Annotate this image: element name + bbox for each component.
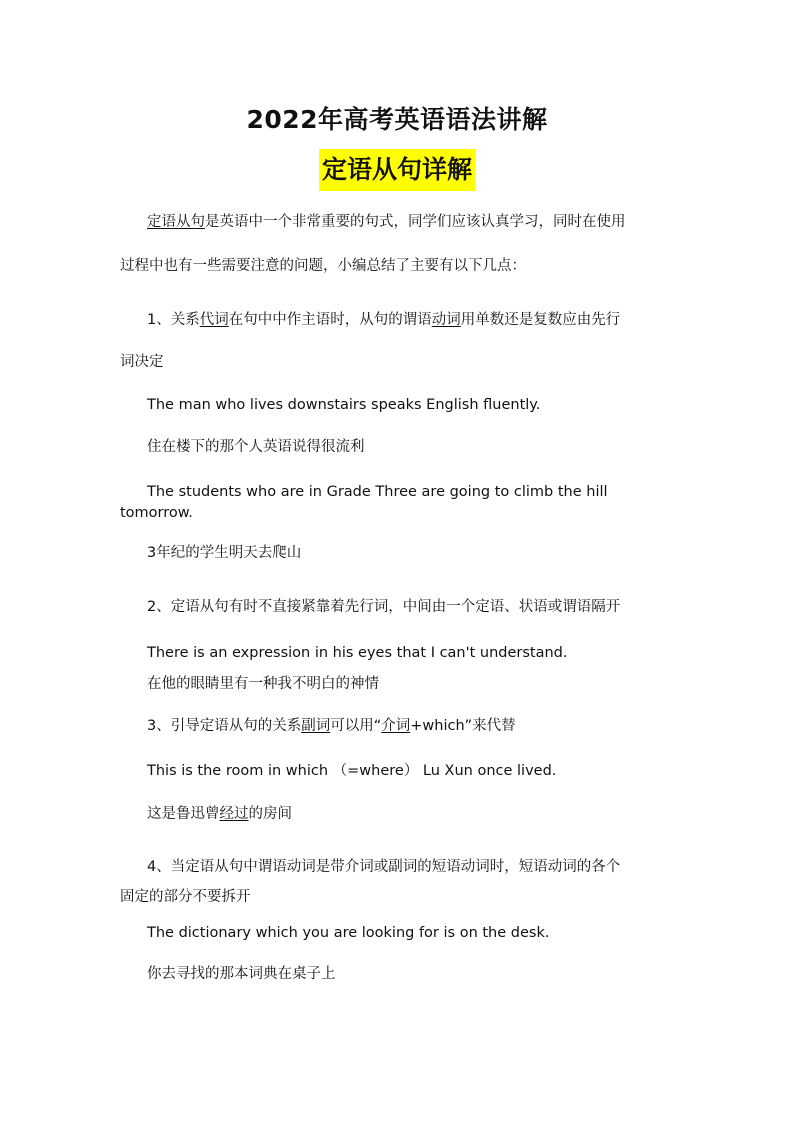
point3-example-zh-suffix: 的房间	[248, 806, 292, 822]
point2-example-en: There is an expression in his eyes that I can't understand.	[147, 645, 568, 661]
point3-suffix: +which”来代替	[410, 718, 516, 734]
point3-example-zh-prefix: 这是鲁迅曾	[147, 806, 220, 822]
point3-example-zh-underlined: 经过	[219, 806, 249, 822]
point4-example-en: The dictionary which you are looking for is on the desk.	[147, 925, 550, 941]
intro-line-2: 过程中也有一些需要注意的问题，小编总结了主要有以下几点：	[120, 258, 526, 274]
point1-line-1	[147, 310, 620, 330]
point1-example-2-en-b: tomorrow.	[120, 505, 193, 521]
point3-prefix: 3、引导定语从句的关系	[147, 718, 302, 734]
point3-middle: 可以用“	[330, 718, 382, 734]
point1-suffix: 用单数还是复数应由先行	[460, 312, 621, 328]
point3-example-en: This is the room in which （=where） Lu Xun once lived.	[147, 763, 557, 779]
point1-underlined-1: 代词	[199, 312, 229, 328]
point4-line-2: 固定的部分不要拆开	[120, 889, 251, 905]
point1-middle: 在句中中作主语时，从句的谓语	[228, 312, 432, 328]
point1-prefix: 1、关系	[147, 312, 200, 328]
point3-underlined-2: 介词	[381, 718, 411, 734]
point4-line-1: 4、当定语从句中谓语动词是带介词或副词的短语动词时，短语动词的各个	[147, 859, 621, 875]
page-subtitle-highlighted: 定语从句详解	[319, 149, 475, 191]
subtitle-container	[0, 149, 794, 191]
point2-example-zh: 在他的眼睛里有一种我不明白的神情	[147, 676, 379, 692]
intro-underlined-term: 定语从句	[147, 214, 205, 230]
point4-example-zh: 你去寻找的那本词典在桌子上	[147, 966, 336, 982]
point1-underlined-2: 动词	[431, 312, 461, 328]
point1-example-1-zh: 住在楼下的那个人英语说得很流利	[147, 439, 365, 455]
point1-example-1-en: The man who lives downstairs speaks English fluently.	[147, 397, 541, 413]
intro-line-1-text: 是英语中一个非常重要的句式，同学们应该认真学习，同时在使用	[205, 214, 626, 230]
page-title: 2022年高考英语语法讲解	[246, 105, 548, 134]
point3-line	[147, 716, 516, 736]
point1-example-2-zh: 3年纪的学生明天去爬山	[147, 545, 302, 561]
point3-underlined-1: 副词	[301, 718, 331, 734]
point2-line: 2、定语从句有时不直接紧靠着先行词，中间由一个定语、状语或谓语隔开	[147, 599, 621, 615]
point1-example-2-en-a: The students who are in Grade Three are going to climb the hill	[147, 484, 608, 500]
point1-line-2: 词决定	[120, 354, 164, 370]
intro-line-1	[147, 212, 626, 232]
point3-example-zh	[147, 804, 292, 824]
